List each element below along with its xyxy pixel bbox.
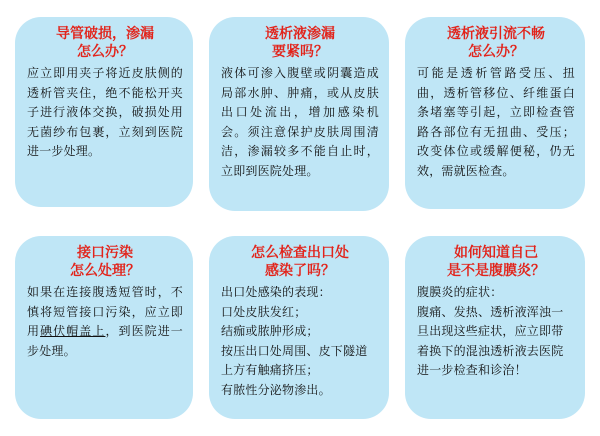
card-poor-drainage [405, 17, 585, 209]
card-body: 如果在连接腹透短管时，不慎将短管接口污染，应立即用碘伏帽盖上，到医院进一步处理。 [27, 285, 183, 358]
card-connector-contamination [15, 236, 193, 419]
card-body: 应立即用夹子将近皮肤侧的透析管夹住，绝不能松开夹子进行液体交换，破损处用无菌纱布包裹，立刻到医院进一步处理。 [27, 66, 183, 159]
card-dialysate-leak [209, 17, 389, 211]
card-body [221, 283, 379, 401]
list-item: 按压出口处周围、皮下隧道上方有触痛挤压； [221, 343, 368, 378]
list-item: 有脓性分泌物渗出。 [221, 382, 331, 397]
card-exit-site-infection [209, 236, 389, 419]
card-title: 如何知道自己 是不是腹膜炎？ [447, 245, 545, 279]
list-item: 结痂或脓肿形成； [221, 324, 319, 339]
list-item: 腹痛、发热、透析液浑浊一旦出现这些症状，应立即带着换下的混浊透析液去医院进一步检查和诊治！ [417, 304, 564, 378]
list-item: 出口处感染的表现： [221, 285, 331, 299]
highlighted-term: 碘伏帽盖上 [40, 324, 106, 339]
card-body: 可能是透析管路受压、扭曲，透析管移位、纤维蛋白条堵塞等引起，立即检查管路各部位有无扭曲、受压；改变体位或缓解便秘，仍无效，需就医检查。 [417, 66, 575, 178]
card-catheter-damage [15, 17, 193, 207]
list-item: 口处皮肤发红； [221, 304, 307, 319]
card-title: 接口污染 怎么处理？ [70, 245, 140, 279]
card-title: 导管破损，渗漏 怎么办？ [56, 26, 154, 60]
list-item: 腹膜炎的症状： [417, 285, 503, 299]
card-body [417, 283, 575, 381]
card-peritonitis [405, 236, 585, 419]
card-body: 液体可渗入腹壁或阴囊造成局部水肿、肿痛，或从皮肤出口处流出，增加感染机会。须注意保护皮肤周围清洁，渗漏较多不能自止时，立即到医院处理。 [221, 66, 379, 178]
card-title: 怎么检查出口处 感染了吗？ [251, 245, 349, 279]
card-title: 透析液引流不畅 怎么办？ [447, 26, 545, 60]
card-title: 透析液渗漏 要紧吗？ [265, 26, 335, 60]
